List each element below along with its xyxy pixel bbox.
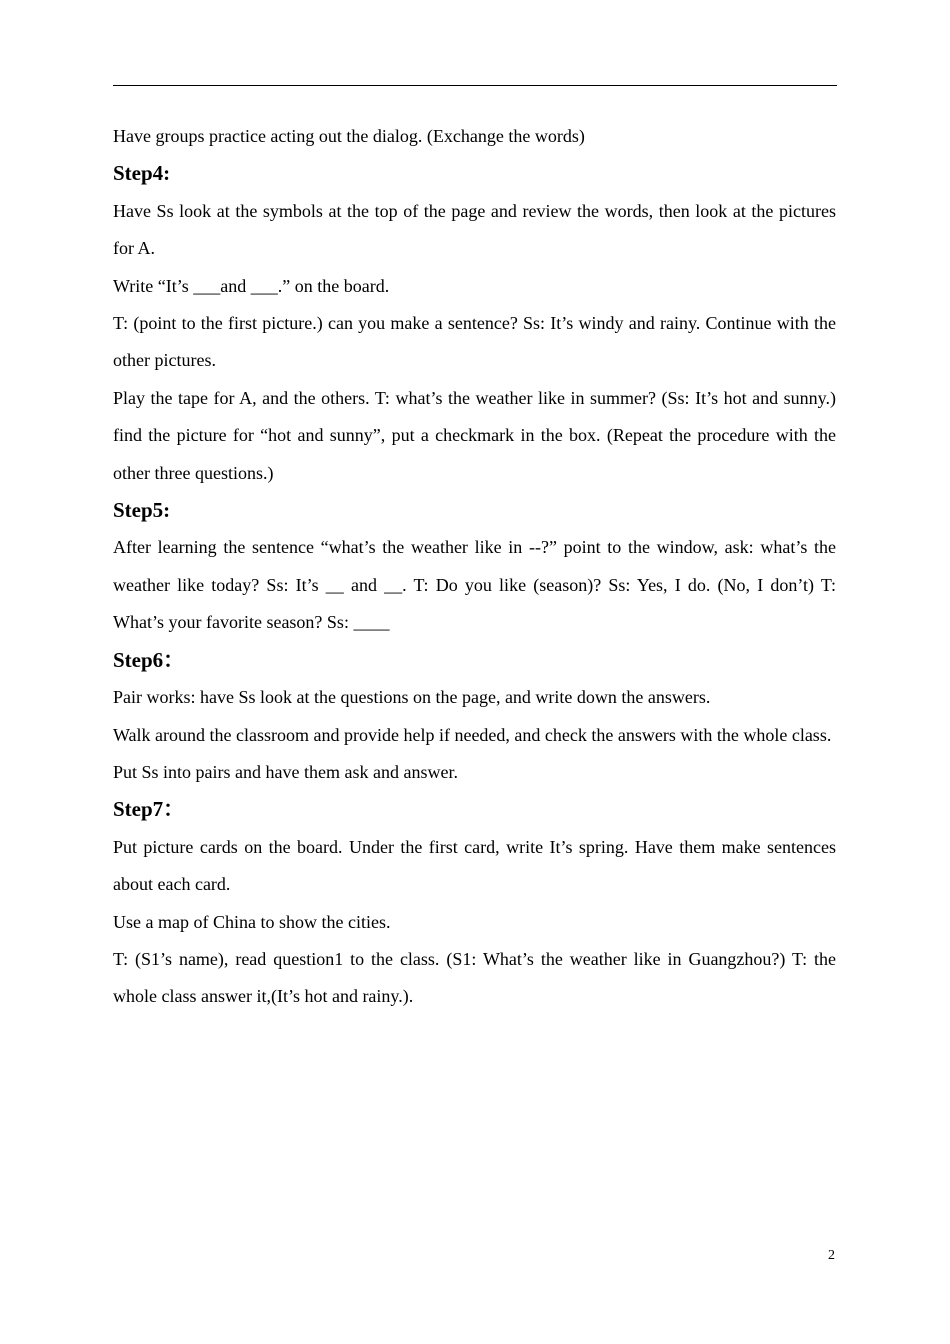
header-rule [113,85,837,86]
document-body [113,118,836,1016]
paragraph-step4-write: Write “It’s ___and ___.” on the board. [113,275,390,296]
paragraph-step6-pairs: Put Ss into pairs and have them ask and answer. [113,761,458,782]
page-number: 2 [828,1248,835,1263]
paragraph-step7-map: Use a map of China to show the cities. [113,911,391,932]
paragraph-step4-point: T: (point to the first picture.) can you make a sentence? Ss: It’s windy and rainy. Continue with the other pictures. [113,313,836,371]
heading-step7: Step7： [113,797,185,822]
paragraph-step6-walk-around: Walk around the classroom and provide help if needed, and check the answers with the whole class. [113,724,832,745]
paragraph-step4-tape: Play the tape for A, and the others. T: what’s the weather like in summer? (Ss: It’s hot and sunny.) find the picture for “hot and sunny”, put a checkmark in the box. (Repeat the procedure with the other three questions.) [113,387,836,483]
heading-step6: Step6： [113,647,185,672]
paragraph-step7-cards: Put picture cards on the board. Under the first card, write It’s spring. Have them make sentences about each card. [113,836,836,895]
paragraph-step6-pair-works: Pair works: have Ss look at the questions on the page, and write down the answers. [113,687,711,708]
paragraph-group-practice: Have groups practice acting out the dialog. (Exchange the words) [113,126,585,146]
heading-step4: Step4: [113,161,171,186]
paragraph-step7-question: T: (S1’s name), read question1 to the class. (S1: What’s the weather like in Guangzhou?) T: the whole class answer it,(It’s hot and rainy.). [113,948,836,1007]
paragraph-step4-symbols: Have Ss look at the symbols at the top of the page and review the words, then look at the pictures for A. [113,200,836,259]
heading-step5: Step5: [113,498,171,523]
paragraph-step5-sentence: After learning the sentence “what’s the weather like in --?” point to the window, ask: what’s the weather like today? Ss: It’s __ and __. T: Do you like (season)? Ss: Yes, I do. (No, I don’t) T: What’s your favorite season? Ss: ____ [113,537,836,633]
